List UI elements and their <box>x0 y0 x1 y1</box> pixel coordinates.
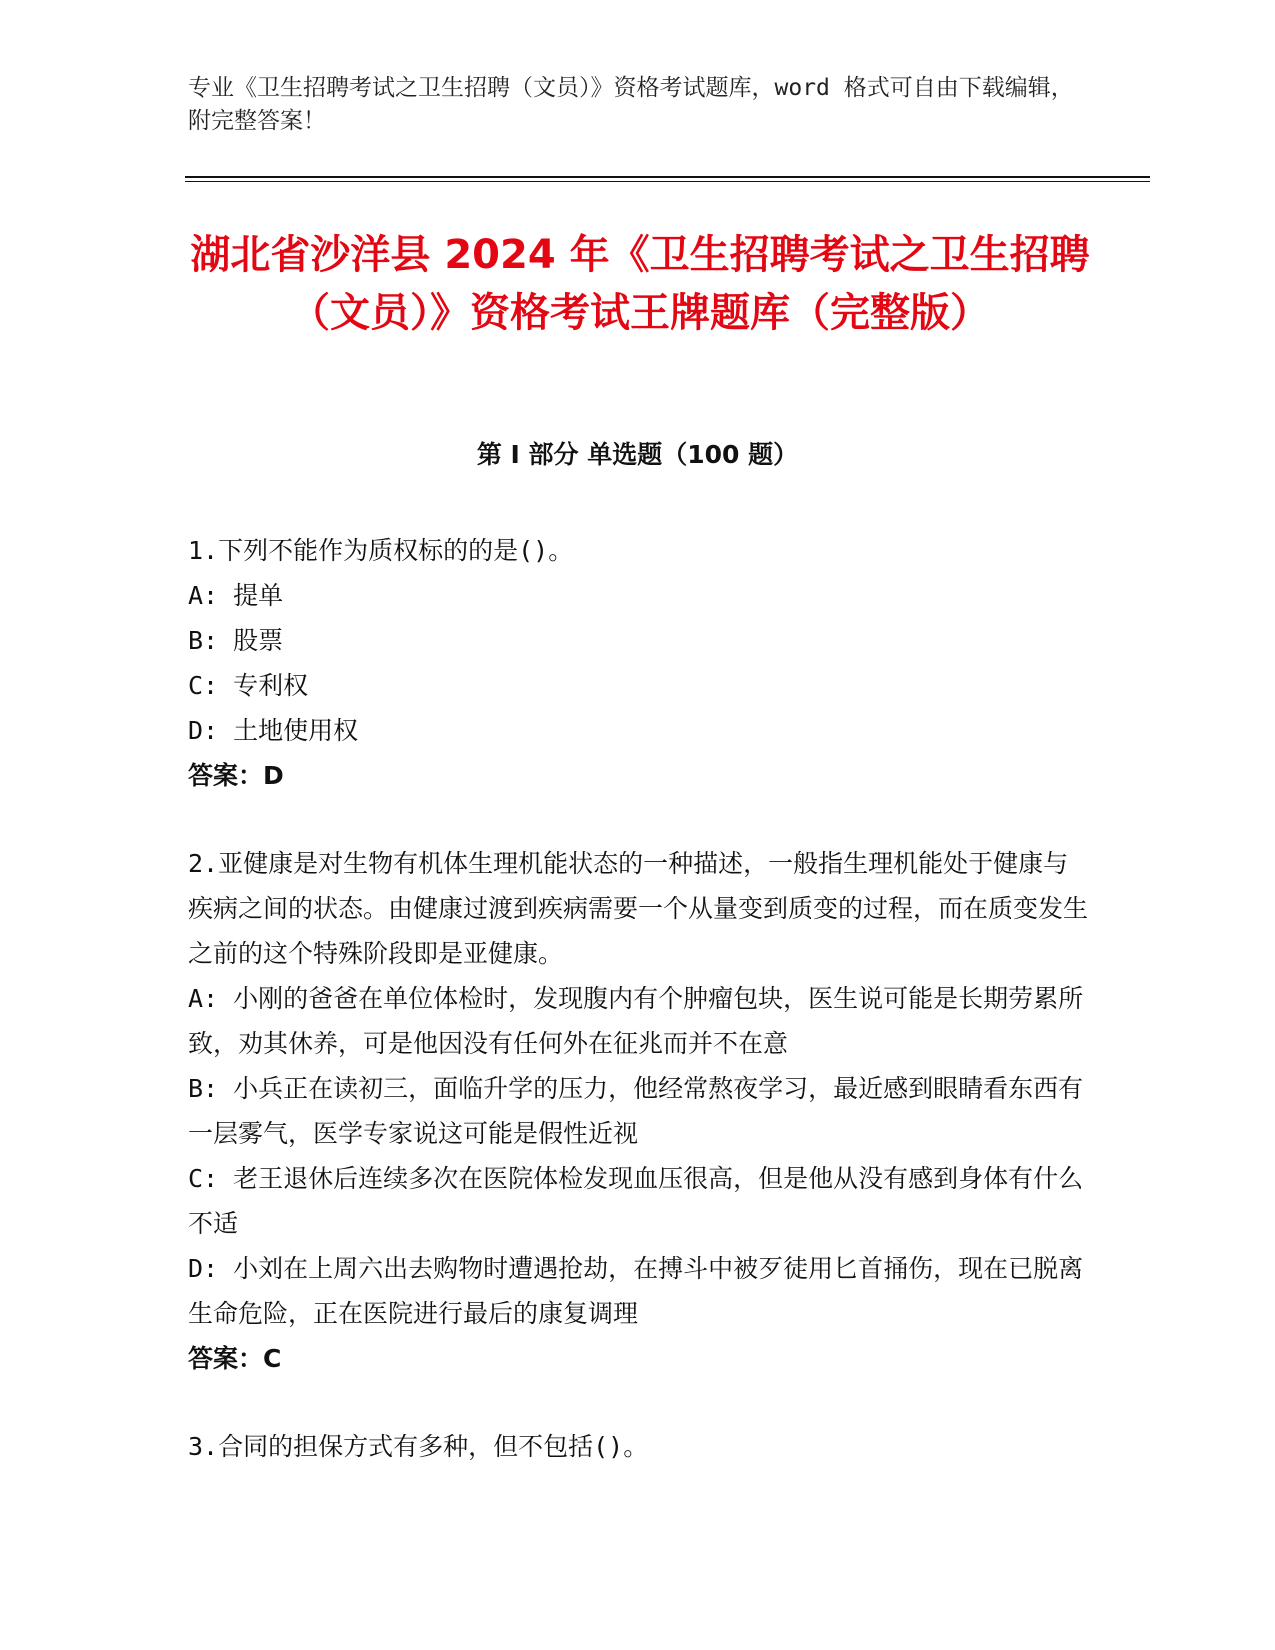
question-2 <box>188 841 1088 1381</box>
answer-line: 答案：C <box>188 1344 282 1373</box>
option-b: B: 股票 <box>188 626 284 655</box>
section-heading: 第 I 部分 单选题（100 题） <box>476 440 799 469</box>
document-title: 湖北省沙洋县 2024 年《卫生招聘考试之卫生招聘（文员）》资格考试王牌题库（完整版） <box>190 232 1090 336</box>
option-c: C: 老王退休后连续多次在医院体检发现血压很高，但是他从没有感到身体有什么不适 <box>188 1164 1084 1238</box>
question-stem: 2.亚健康是对生物有机体生理机能状态的一种描述，一般指生理机能处于健康与疾病之间的状态。由健康过渡到疾病需要一个从量变到质变的过程，而在质变发生之前的这个特殊阶段即是亚健康。 <box>188 849 1089 968</box>
header-note: 专业《卫生招聘考试之卫生招聘（文员）》资格考试题库，word 格式可自由下载编辑，附完整答案！ <box>188 75 1074 134</box>
question-stem: 1.下列不能作为质权标的的是()。 <box>188 536 574 565</box>
option-d: D: 小刘在上周六出去购物时遭遇抢劫，在搏斗中被歹徒用匕首捅伤，现在已脱离生命危险，正在医院进行最后的康复调理 <box>188 1254 1084 1328</box>
option-b: B: 小兵正在读初三，面临升学的压力，他经常熬夜学习，最近感到眼睛看东西有一层雾气，医学专家说这可能是假性近视 <box>188 1074 1084 1148</box>
question-stem: 3.合同的担保方式有多种，但不包括()。 <box>188 1432 649 1461</box>
option-d: D: 土地使用权 <box>188 716 359 745</box>
question-1 <box>188 528 1088 798</box>
option-c: C: 专利权 <box>188 671 309 700</box>
option-a: A: 提单 <box>188 581 284 610</box>
header-divider <box>185 176 1150 182</box>
question-3 <box>188 1424 1088 1469</box>
answer-line: 答案：D <box>188 761 284 790</box>
option-a: A: 小刚的爸爸在单位体检时，发现腹内有个肿瘤包块，医生说可能是长期劳累所致，劝其休养，可是他因没有任何外在征兆而并不在意 <box>188 984 1084 1058</box>
question-list <box>188 528 1088 1512</box>
